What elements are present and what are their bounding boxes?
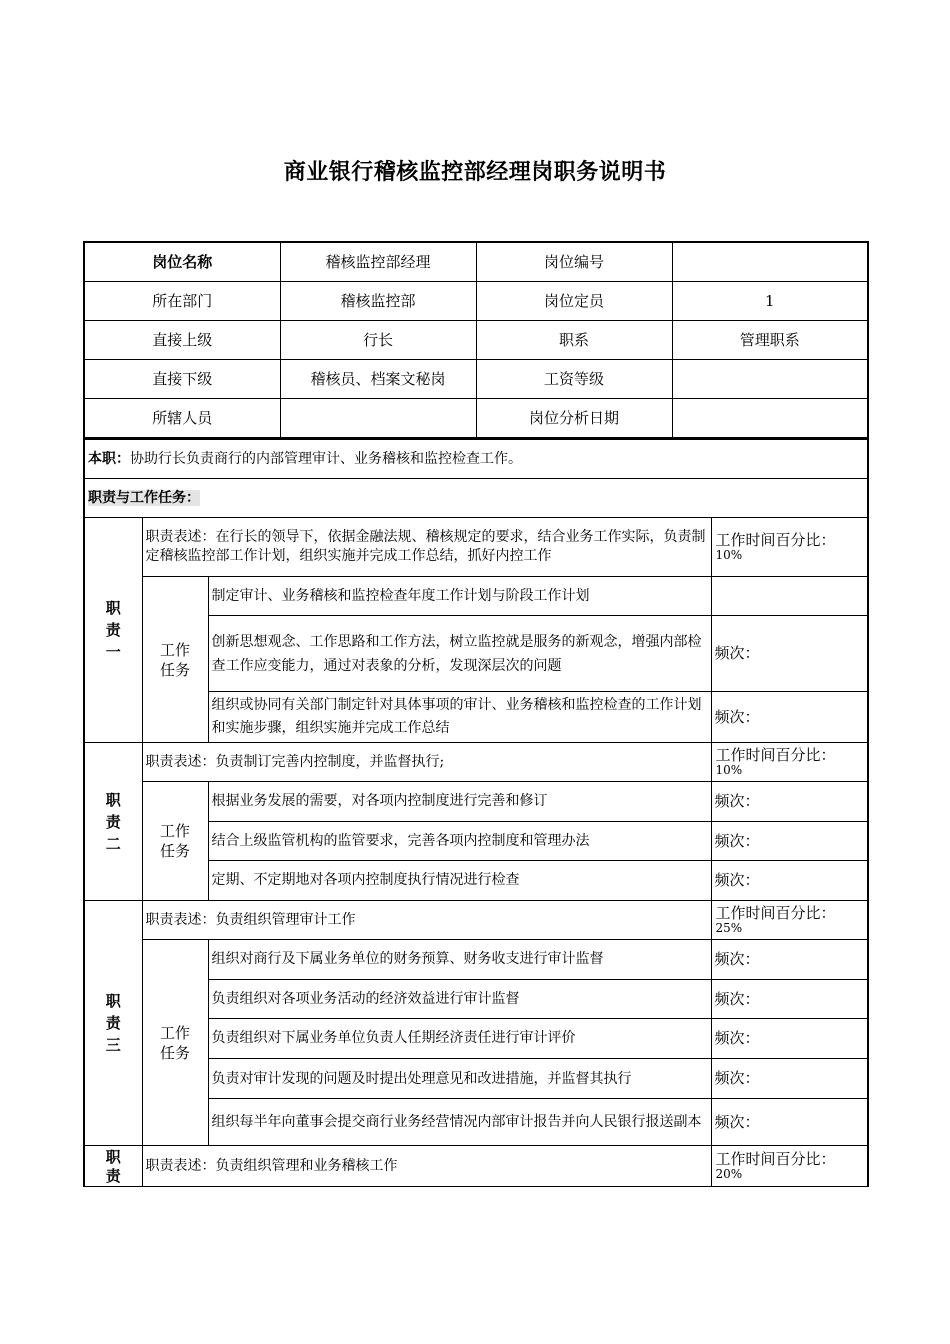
task-frequency: 频次：: [711, 861, 868, 901]
pct-label: 工作时间百分比：: [715, 746, 836, 764]
task-text: 负责对审计发现的问题及时提出处理意见和改进措施，并监督其执行: [208, 1059, 711, 1099]
value-job-family: 管理职系: [672, 321, 868, 360]
value-headcount: 1: [672, 282, 868, 321]
task-frequency: [711, 577, 868, 616]
duty-1-char: 职: [105, 599, 121, 617]
value-salary-grade: [672, 360, 868, 399]
duty-2-label: [84, 743, 142, 901]
pct-label: 工作时间百分比：: [715, 531, 836, 549]
task-text: 定期、不定期地对各项内控制度执行情况进行检查: [208, 861, 711, 901]
label-headcount: 岗位定员: [476, 282, 672, 321]
value-analysis-date: [672, 399, 868, 439]
label-department: 所在部门: [84, 282, 280, 321]
task-text: 组织每半年向董事会提交商行业务经营情况内部审计报告并向人民银行报送副本: [208, 1099, 711, 1146]
duty-4-percentage: [711, 1146, 868, 1187]
duties-table: [83, 438, 869, 1187]
task-frequency: 频次：: [711, 940, 868, 980]
duty-3-char: 职: [105, 992, 121, 1010]
label-position-name: 岗位名称: [84, 242, 280, 282]
label-position-code: 岗位编号: [476, 242, 672, 282]
table-row: [84, 743, 868, 782]
pct-label: 工作时间百分比：: [715, 904, 836, 922]
value-position-code: [672, 242, 868, 282]
pct-value: 25%: [715, 921, 743, 935]
duty-4-char: 责: [105, 1167, 121, 1185]
duty-1-label: [84, 518, 142, 743]
table-row: [84, 439, 868, 479]
task-label-line: 任务: [159, 842, 190, 860]
duty-2-char: 二: [105, 834, 121, 853]
task-label: [142, 940, 208, 1146]
pct-value: 20%: [715, 1167, 743, 1181]
duty-1-char: 责: [105, 621, 121, 639]
task-frequency: 频次：: [711, 616, 868, 692]
task-frequency: 频次：: [711, 1019, 868, 1059]
duty-2-percentage: [711, 743, 868, 782]
task-text: 组织或协同有关部门制定针对具体事项的审计、业务稽核和监控检查的工作计划和实施步骤，组织实施并完成工作总结: [208, 692, 711, 743]
table-row: [84, 1146, 868, 1187]
duty-1-char: 一: [105, 643, 121, 661]
duty-3-char: 三: [105, 1036, 121, 1054]
task-text: 负责组织对各项业务活动的经济效益进行审计监督: [208, 980, 711, 1019]
task-text: 结合上级监管机构的监管要求，完善各项内控制度和管理办法: [208, 822, 711, 861]
pct-value: 10%: [715, 548, 743, 562]
pct-value: 10%: [715, 763, 743, 777]
value-staff-under: [280, 399, 476, 439]
task-label-line: 任务: [159, 1043, 190, 1062]
task-text: 制定审计、业务稽核和监控检查年度工作计划与阶段工作计划: [208, 577, 711, 616]
duty-4-label: [84, 1146, 142, 1187]
value-position-name: 稽核监控部经理: [280, 242, 476, 282]
task-text: 组织对商行及下属业务单位的财务预算、财务收支进行审计监督: [208, 940, 711, 980]
duty-1-percentage: [711, 518, 868, 577]
table-row: [84, 242, 868, 282]
table-row: [84, 479, 868, 518]
task-label-line: 工作: [159, 640, 190, 659]
table-row: [84, 321, 868, 360]
table-row: [84, 782, 868, 822]
task-text: 创新思想观念、工作思路和工作方法，树立监控就是服务的新观念，增强内部检查工作应变能力，通过对表象的分析，发现深层次的问题: [208, 616, 711, 692]
table-row: [84, 282, 868, 321]
task-label-line: 工作: [159, 822, 190, 840]
duty-4-description: 职责表述：负责组织管理和业务稽核工作: [142, 1146, 711, 1187]
label-salary-grade: 工资等级: [476, 360, 672, 399]
table-row: [84, 940, 868, 980]
table-row: [84, 901, 868, 940]
main-responsibility-text: 协助行长负责商行的内部管理审计、业务稽核和监控检查工作。: [130, 450, 522, 467]
label-staff-under: 所辖人员: [84, 399, 280, 439]
position-info-table: [83, 241, 869, 439]
duty-1-description: 职责表述：在行长的领导下，依据金融法规、稽核规定的要求，结合业务工作实际，负责制定稽核监控部工作计划，组织实施并完成工作总结，抓好内控工作: [142, 518, 711, 577]
table-row: [84, 399, 868, 439]
value-direct-superior: 行长: [280, 321, 476, 360]
label-direct-superior: 直接上级: [84, 321, 280, 360]
task-frequency: 频次：: [711, 1059, 868, 1099]
duty-3-char: 责: [105, 1014, 121, 1032]
table-row: [84, 360, 868, 399]
duty-3-percentage: [711, 901, 868, 940]
pct-label: 工作时间百分比：: [715, 1150, 836, 1168]
main-responsibility-label: 本职：: [88, 450, 130, 467]
value-department: 稽核监控部: [280, 282, 476, 321]
label-analysis-date: 岗位分析日期: [476, 399, 672, 439]
task-text: 根据业务发展的需要，对各项内控制度进行完善和修订: [208, 782, 711, 822]
task-frequency: 频次：: [711, 782, 868, 822]
task-frequency: 频次：: [711, 692, 868, 743]
duties-section-label: 职责与工作任务：: [88, 489, 200, 506]
task-label: [142, 577, 208, 743]
task-frequency: 频次：: [711, 822, 868, 861]
table-row: [84, 518, 868, 577]
task-label-line: 工作: [159, 1023, 190, 1042]
label-job-family: 职系: [476, 321, 672, 360]
duty-2-char: 责: [105, 812, 121, 831]
task-text: 负责组织对下属业务单位负责人任期经济责任进行审计评价: [208, 1019, 711, 1059]
main-responsibility: [84, 439, 868, 479]
duty-4-char: 职: [105, 1148, 121, 1166]
value-direct-subordinate: 稽核员、档案文秘岗: [280, 360, 476, 399]
duty-3-label: [84, 901, 142, 1146]
task-frequency: 频次：: [711, 1099, 868, 1146]
duty-2-description: 职责表述：负责制订完善内控制度，并监督执行;: [142, 743, 711, 782]
duty-3-description: 职责表述：负责组织管理审计工作: [142, 901, 711, 940]
duties-section-header: [84, 479, 868, 518]
table-row: [84, 577, 868, 616]
task-label-line: 任务: [159, 660, 190, 679]
label-direct-subordinate: 直接下级: [84, 360, 280, 399]
page-title: 商业银行稽核监控部经理岗职务说明书: [283, 160, 667, 185]
task-label: [142, 782, 208, 901]
task-frequency: 频次：: [711, 980, 868, 1019]
duty-2-char: 职: [105, 790, 121, 809]
